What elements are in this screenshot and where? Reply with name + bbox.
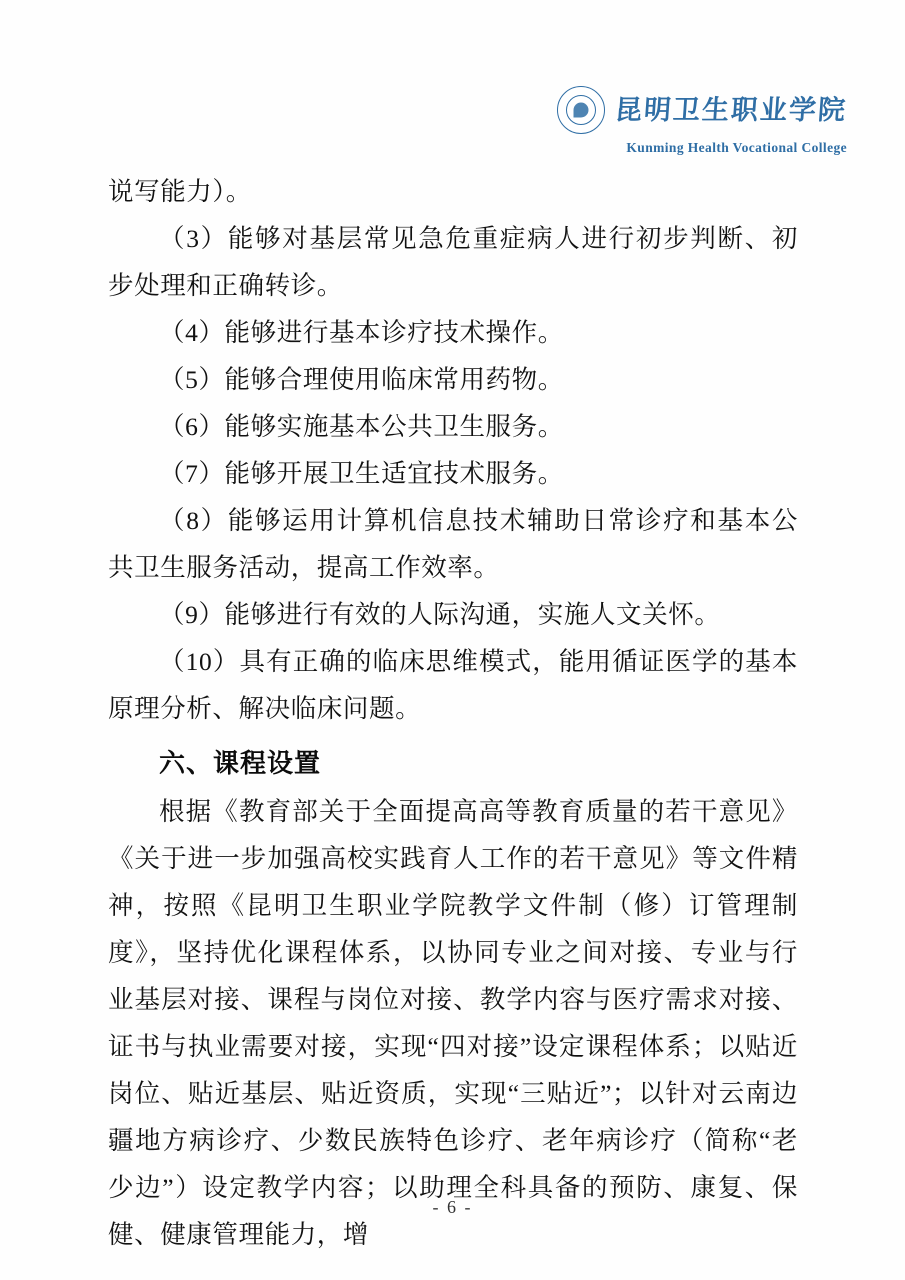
page-footer — [0, 1197, 905, 1218]
college-logo — [547, 86, 847, 158]
logo-chinese-name: 昆明卫生职业学院 — [613, 94, 849, 125]
section-paragraph-course-setup: 根据《教育部关于全面提高高等教育质量的若干意见》《关于进一步加强高校实践育人工作的若干意见》等文件精神，按照《昆明卫生职业学院教学文件制（修）订管理制度》，坚持优化课程体系，以协同专业之间对接、专业与行业基层对接、课程与岗位对接、教学内容与医疗需求对接、证书与执业需要对接，实现“四对接”设定课程体系；以贴近岗位、贴近基层、贴近资质，实现“三贴近”；以针对云南边疆地方病诊疗、少数民族特色诊疗、老年病诊疗（简称“老少边”）设定教学内容；以助理全科具备的预防、康复、保健、健康管理能力，增 — [108, 797, 798, 1249]
logo-english-name: Kunming Health Vocational College — [626, 140, 847, 155]
paragraph-continuation: 说写能力）。 — [108, 177, 252, 206]
list-item-7: （7）能够开展卫生适宜技术服务。 — [159, 459, 564, 488]
list-item-4: （4）能够进行基本诊疗技术操作。 — [159, 318, 564, 347]
list-item-10: （10）具有正确的临床思维模式，能用循证医学的基本原理分析、解决临床问题。 — [108, 647, 798, 723]
list-item-3: （3）能够对基层常见急危重症病人进行初步判断、初步处理和正确转诊。 — [108, 224, 798, 300]
list-item-8: （8）能够运用计算机信息技术辅助日常诊疗和基本公共卫生服务活动，提高工作效率。 — [108, 506, 798, 582]
list-item-5: （5）能够合理使用临床常用药物。 — [159, 365, 564, 394]
logo-row — [547, 86, 847, 134]
section-heading-course-setup: 六、课程设置 — [159, 748, 322, 778]
document-body — [108, 168, 798, 1258]
page-number: - 6 - — [432, 1197, 473, 1217]
list-item-9: （9）能够进行有效的人际沟通，实施人文关怀。 — [159, 600, 721, 629]
college-seal-icon — [557, 86, 605, 134]
list-item-6: （6）能够实施基本公共卫生服务。 — [159, 412, 564, 441]
